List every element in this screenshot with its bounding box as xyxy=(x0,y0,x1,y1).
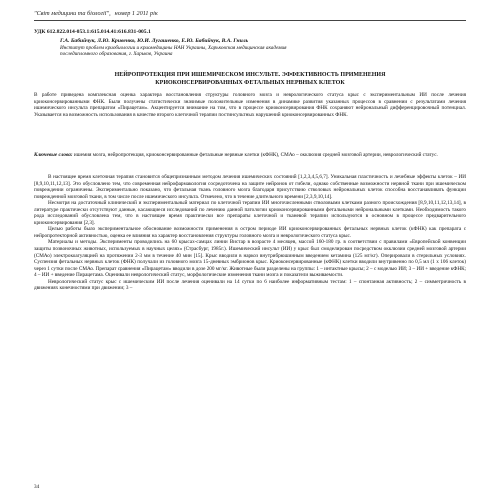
paragraph: Материалы и методы. Эксперименты проводились на 60 крысах-самцах линии Вистар в возрасте 4 месяцев, массой 160-180 гр. в соответствии с правилами «Европейской конвенции защиты позвоночных животных, используемых в научных целях» (Страсбург, 1985г.). Ишемический инсульт (ИИ) у крыс был смоделирован посредством окклюзии средней мозговой артерии (СМАо) электрокоагуляцией на протяжении 2-3 мм в течение 40 мин [15]. Крыс вводили в наркоз внутрибрюшинным введением кетамина (125 мг/кг). Опериpовали в стерильных условиях. Суспензия фетальных нервных клеток (ФНК) получали из головного мозга 15-дневных эмбрионов крыс. Криоконсервированные (кФНК) клетки вводили внутривенно по 0,5 мл (1 х 106 клеток) через 1 сутки после СМАо. Препарат сравнения «Пирацетам» вводили в дозе 200 мг/кг. Животные были разделены на группы: 1 – интактные крысы; 2 – с моделью ИИ; 3 – ИИ + введение кФНК; 4 – ИИ + введение Пирацетама. Оценивали неврологический статус, морфологические изменения ткани мозга и показатели выживаемости. xyxy=(34,239,466,279)
title-line: НЕЙРОПРОТЕКЦИЯ ПРИ ИШЕМИЧЕСКОМ ИНСУЛЬТЕ. ЭФФЕКТИВНОСТЬ ПРИМЕНЕНИЯ xyxy=(114,72,386,78)
keywords-text: ишемия мозга, нейропротекция, криоконсервированные фетальные нервные клетки (кФНК), СМАо – окклюзия средней мозговой артерии, неврологический статус. xyxy=(73,152,438,158)
keywords xyxy=(34,152,466,159)
paragraph: В настоящее время клеточная терапия становится общепризнанным методом лечения ишемических состояний [1,2,3,4,5,6,7]. Уникальная пластичность и лечебные эффекты клеток – ИИ [8,9,10,11,12,13]. Это обусловлено тем, что современная нейрофармакология сосредоточена на защите нейронов от гибели, однако собственные возможности нервной ткани при ишемическом повреждении ограничены. Экспериментально показано, что фетальная ткань головного мозга благодаря присутствию стволовых нейрональных клеток способна восстанавливать функции поврежденной мозговой ткани, в том числе после ишемического инсульта. Отмечено, что в течение длительного времени [2,3,9,10,14]. xyxy=(34,174,466,200)
journal-title: "Світ медицини та біології", xyxy=(34,10,111,17)
abstract: В работе приведена комплексная оценка характера восстановления структуры головного мозга и неврологического статуса крыс с экспериментальным ИИ после лечения криоконсервированными ФНК. Были получены статистически значимые положительные изменения в динамике развития указанных процессов в сравнении с результатами лечения ишемического инсульта препаратом «Пирацетам». Акцентируется внимание на том, что в процессе криоконсервирования ФНК сохраняют нейрональный дифференцировочный потенциал. Указывается на возможность использования в качестве второго клеточной терапии постинсультных нарушений криоконсервированных ФНК. xyxy=(34,92,466,118)
affiliation xyxy=(60,45,440,58)
paper-title xyxy=(34,72,466,87)
paragraph: Несмотря на достаточный клинический и экспериментальный материал по клеточной терапии ИИ многочисленными стволовыми клетками разного происхождения [8,9,10,11,12,13,14], в литературе практически отсутствуют данные, касающиеся исследований по лечению данной патологии криоконсервированными фетальными нейрональными клетками. Необходимость такого рода исследований обусловлена тем, что в настоящее время практически все препараты клеточной и тканевой терапии используются в основном в процессе предварительного криоконсервирования [2,3]. xyxy=(34,200,466,226)
journal-issue: номер 1 2011 рік xyxy=(114,10,158,17)
title-line: КРИОКОНСЕРВИРОВАННЫХ ФЕТАЛЬНЫХ НЕРВНЫХ КЛЕТОК xyxy=(155,79,345,86)
journal-header xyxy=(34,10,158,17)
affiliation-line: Институт проблем криобиологии и криомедицины НАН Украины, Харьковская медицинская академия xyxy=(60,45,287,51)
paragraph: Неврологический статус крыс с ишемическим ИИ после лечения оценивали на 14 сутки по 6 наиболее информативным тестам: 1 – спонтанная активность; 2 – симметричность в движениях конечностями при движении; 3 – xyxy=(34,278,466,292)
header-rule xyxy=(34,20,466,21)
udk-code: УДК 612.822.014-053.1:615.014.41:616.831-005.1 xyxy=(34,29,151,35)
affiliation-line: последипломного образования, г. Харьков, Украина xyxy=(60,51,173,58)
body-text xyxy=(34,174,466,292)
page-number: 34 xyxy=(34,484,40,490)
paragraph: Целью работы было экспериментальное обоснование возможности применения в остром периоде ИИ криоконсервированных фетальных нервных клеток (кФНК) как препарата с нейропротекторной активностью, оценка ее влияния на характер восстановления структуры головного мозга и неврологического статуса крыс. xyxy=(34,226,466,239)
authors: Г.А. Бабийчук, Л.Ю. Кривенко, Ю.И. Лугашенко, Е.Ю. Бабийчук, В.А. Гниль xyxy=(60,38,249,44)
keywords-label: Ключевые слова: xyxy=(34,152,73,158)
